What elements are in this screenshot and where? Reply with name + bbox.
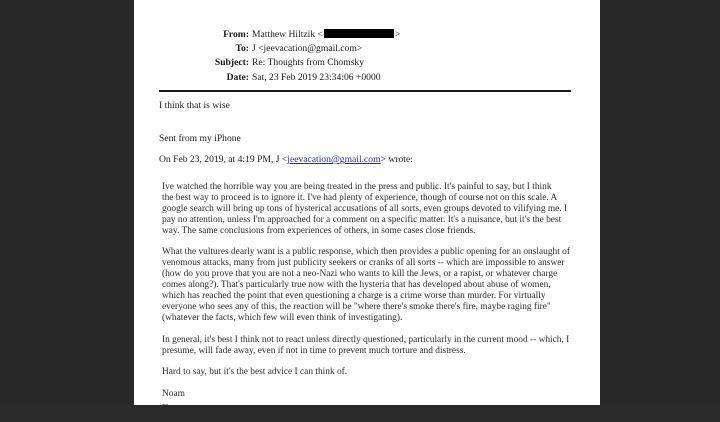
email-header (134, 28, 600, 85)
reply-body (159, 100, 579, 166)
text-line: way. The same conclusions from experiences of others, in some cases close friends. (162, 225, 476, 236)
header-from-row (134, 28, 600, 42)
header-date-row (134, 71, 600, 85)
from-label: From: (223, 29, 249, 40)
header-subject-row (134, 56, 600, 70)
date-value: Sat, 23 Feb 2019 23:34:06 +0000 (252, 71, 381, 83)
text-line: google search will bring up tons of hysterical accusations of all sorts, even groups devoted to vilifying me. I (162, 203, 568, 214)
quote-intro-prefix: On Feb 23, 2019, at 4:19 PM, J < (159, 154, 288, 166)
reply-signature: Sent from my iPhone (159, 132, 241, 144)
trailing-text: please note (184, 410, 226, 421)
text-line: Hard to say, but it's the best advice I can think of. (162, 367, 348, 378)
quote-intro (159, 154, 579, 166)
quote-intro-suffix: > wrote: (380, 154, 413, 166)
text-line: Ive watched the horrible way you are being treated in the press and public. It's painful to say, but I think (162, 182, 552, 192)
quoted-paragraph-1 (162, 182, 582, 237)
to-value: J <jeevacation@gmail.com> (252, 43, 363, 55)
text-line: pay no attention, unless I'm approached for a comment on a specific matter. It's a nuisance, but it's the best (162, 214, 562, 225)
signoff-name: Noam (162, 389, 185, 400)
subject-label: Subject: (214, 57, 249, 69)
text-line: venomous attacks, many from just publicity seekers or cranks of all sorts -- which are impossible to answer (162, 258, 565, 269)
email-link[interactable]: jeevacation@gmail.com (287, 154, 381, 166)
from-suffix: > (394, 29, 401, 40)
document-page (134, 0, 600, 421)
quoted-paragraph-4 (162, 367, 582, 378)
text-line: What the vultures dearly want is a public response, which then provides a public opening for an onslaught of (162, 247, 570, 258)
date-label: Date: (226, 71, 249, 83)
from-value (252, 28, 400, 42)
subject-value: Re: Thoughts from Chomsky (252, 57, 365, 69)
quoted-signoff (162, 389, 582, 422)
text-line: (whatever the facts, which few will even think of investigating). (162, 312, 403, 323)
to-label: To: (235, 43, 249, 55)
header-divider (159, 90, 571, 92)
quoted-paragraph-3 (162, 335, 582, 357)
reply-message: I think that is wise (159, 100, 230, 111)
text-line: In general, it's best I think not to react unless directly questioned, particularly in the current mood -- which, I (162, 334, 570, 345)
from-name: Matthew Hiltzik < (252, 29, 323, 40)
signature-separator: -- (162, 400, 169, 411)
quoted-paragraph-2 (162, 247, 582, 323)
text-line: comes along?). That's particularly true now with the hysteria that has developed about abuse of women, (162, 280, 551, 291)
text-line: (how do you prove that you are not a neo-Nazi who wants to kill the Jews, or a rapist, or whatever charge (162, 269, 558, 280)
text-line: everyone who sees any of this, the reaction will be "where there's smoke there's fire, maybe raging fire" (162, 301, 551, 312)
redaction-box (324, 29, 394, 38)
text-line: which has reached the point that even questioning a charge is a crime worse than murder. For virtually (162, 291, 546, 302)
text-line: the best way to proceed is to ignore it. I've had plenty of experience, though of course not on this scale. A (162, 192, 558, 203)
quoted-message (162, 182, 582, 422)
text-line: presume, will fade away, even if not in time to prevent much torture and distress. (162, 345, 466, 356)
header-to-row (134, 42, 600, 56)
